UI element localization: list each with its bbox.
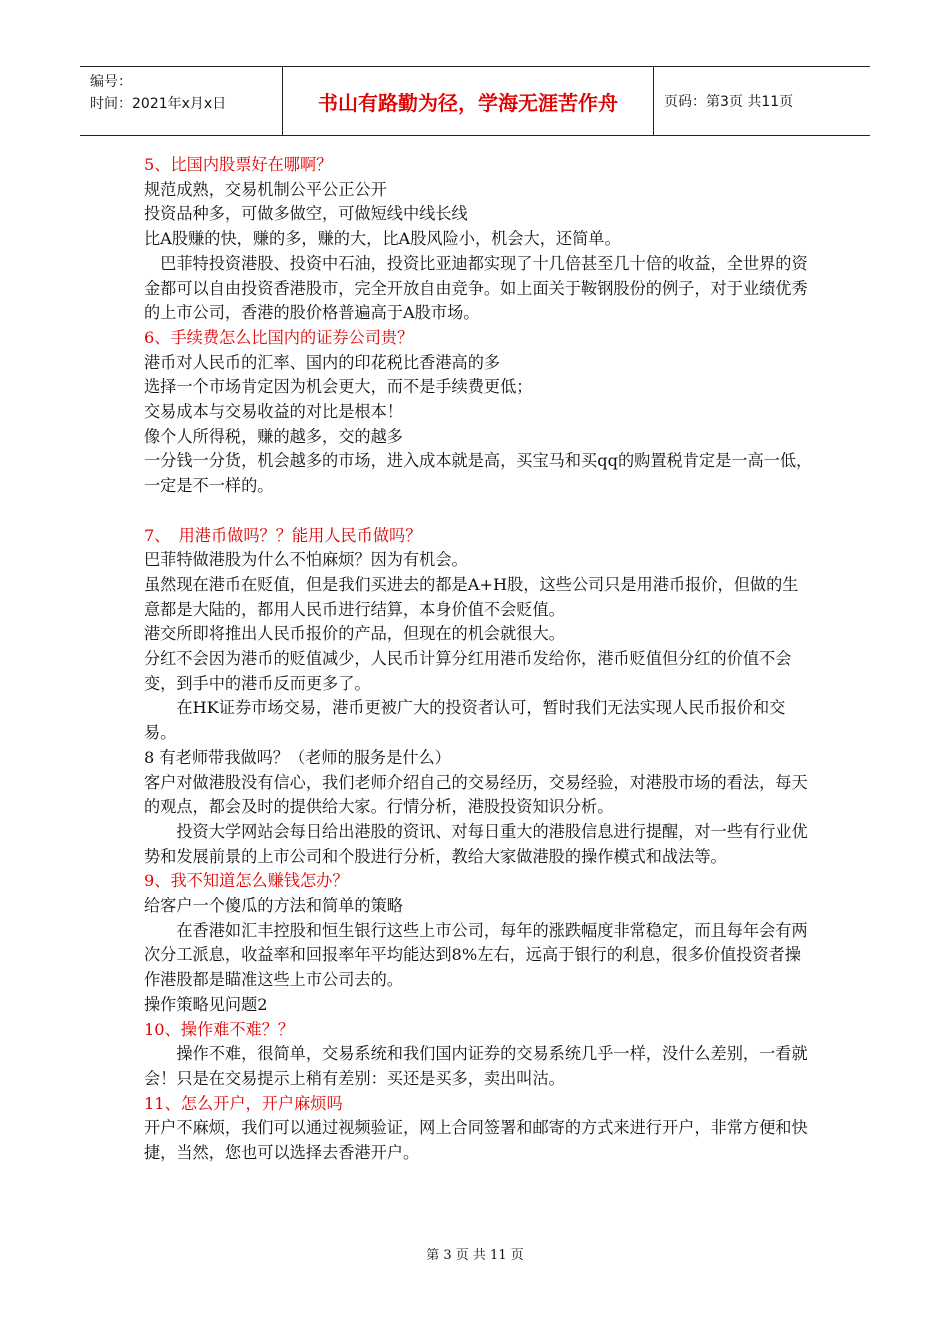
body-paragraph: 像个人所得税，赚的越多，交的越多 [144, 426, 403, 446]
body-paragraph: 交易成本与交易收益的对比是根本！ [144, 402, 403, 422]
body-paragraph: 投资品种多，可做多做空，可做短线中线长线 [144, 204, 468, 224]
body-paragraph: 8 有老师带我做吗？（老师的服务是什么） [144, 747, 451, 767]
question-heading: 9、我不知道怎么赚钱怎办？ [144, 871, 349, 891]
body-paragraph: 操作不难，很简单，交易系统和我们国内证券的交易系统几乎一样，没什么差别，一看就会！只是在交易提示上稍有差别：买还是买多，卖出叫沽。 [144, 1044, 808, 1088]
question-heading: 11、怎么开户，开户麻烦吗 [144, 1093, 343, 1113]
body-paragraph: 虽然现在港币在贬值，但是我们买进去的都是A+H股，这些公司只是用港币报价，但做的生意都是大陆的，都用人民币进行结算，本身价值不会贬值。 [144, 574, 799, 619]
header-info-cell [80, 67, 283, 135]
body-paragraph: 选择一个市场肯定因为机会更大，而不是手续费更低； [144, 377, 533, 397]
body-paragraph: 港交所即将推出人民币报价的产品，但现在的机会就很大。 [144, 624, 565, 644]
header-page-label: 页码：第3页 共11页 [664, 94, 794, 110]
body-paragraph: 规范成熟，交易机制公平公正公开 [144, 179, 387, 199]
body-paragraph: 比A股赚的快，赚的多，赚的大，比A股风险小，机会大，还简单。 [144, 229, 621, 249]
blank-line [144, 499, 814, 524]
body-paragraph: 分红不会因为港币的贬值减少，人民币计算分红用港币发给你，港币贬值但分红的价值不会变，到手中的港币反而更多了。 [144, 649, 792, 693]
body-paragraph: 操作策略见问题2 [144, 994, 268, 1014]
body-paragraph: 开户不麻烦，我们可以通过视频验证，网上合同签署和邮寄的方式来进行开户，非常方便和快捷，当然，您也可以选择去香港开户。 [144, 1118, 808, 1163]
doc-number-label: 编号： [90, 74, 132, 90]
question-heading: 5、比国内股票好在哪啊？ [144, 155, 333, 174]
header-motto: 书山有路勤为径，学海无涯苦作舟 [283, 67, 654, 135]
body-paragraph: 客户对做港股没有信心，我们老师介绍自己的交易经历，交易经验，对港股市场的看法，每天的观点，都会及时的提供给大家。行情分析，港股投资知识分析。 [144, 772, 808, 817]
question-heading: 10、操作难不难？？ [144, 1019, 295, 1039]
doc-time-label: 时间：2021年x月x日 [90, 96, 227, 112]
body-paragraph: 投资大学网站会每日给出港股的资讯、对每日重大的港股信息进行提醒，对一些有行业优势和发展前景的上市公司和个股进行分析，教给大家做港股的操作模式和战法等。 [144, 821, 808, 866]
body-paragraph: 一分钱一分货，机会越多的市场，进入成本就是高，买宝马和买qq的购置税肯定是一高一低，一定是不一样的。 [144, 451, 813, 496]
question-heading: 7、 用港币做吗？？能用人民币做吗？ [144, 525, 422, 545]
body-paragraph: 在香港如汇丰控股和恒生银行这些上市公司，每年的涨跌幅度非常稳定，而且每年会有两次分工派息，收益率和回报率年平均能达到8%左右，远高于银行的利息，很多价值投资者操作港股都是瞄准这些上市公司去的。 [144, 920, 808, 990]
body-paragraph: 给客户一个傻瓜的方法和简单的策略 [144, 896, 403, 916]
page-header [80, 66, 870, 136]
question-heading: 6、手续费怎么比国内的证券公司贵？ [144, 327, 414, 347]
page-footer: 第 3 页 共 11 页 [426, 1248, 524, 1263]
body-paragraph: 港币对人民币的汇率、国内的印花税比香港高的多 [144, 352, 501, 372]
body-paragraph: 在HK证券市场交易，港币更被广大的投资者认可，暂时我们无法实现人民币报价和交易。 [144, 698, 786, 743]
body-paragraph: 巴菲特投资港股、投资中石油，投资比亚迪都实现了十几倍甚至几十倍的收益，全世界的资金都可以自由投资香港股市，完全开放自由竞争。如上面关于鞍钢股份的例子，对于业绩优秀的上市公司，香港的股价格普遍高于A股市场。 [144, 253, 808, 323]
document-body [144, 153, 814, 1166]
body-paragraph: 巴菲特做港股为什么不怕麻烦？因为有机会。 [144, 550, 468, 570]
